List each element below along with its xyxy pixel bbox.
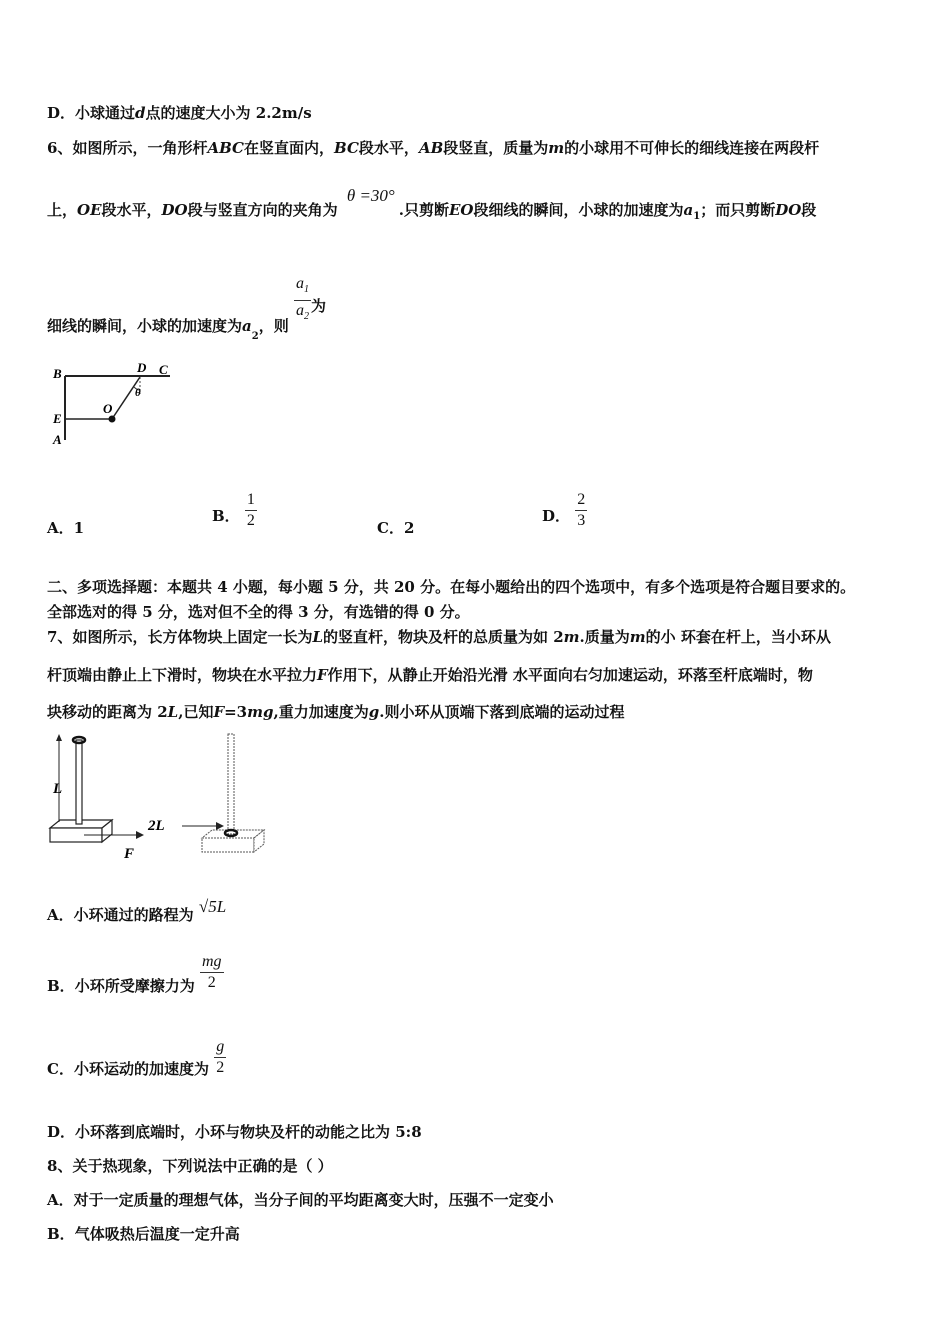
q8-option-b[interactable]: B．气体吸热后温度一定升高 [47, 1225, 240, 1243]
section2-heading-line1: 二、多项选择题：本题共 4 小题，每小题 5 分，共 20 分。在每小题给出的四个选项中，有多个选项是符合题目要求的。 [47, 578, 856, 596]
theta-equation: θ =30° [346, 186, 395, 205]
fraction-one-half: $\frac{1}{2}$ [246, 491, 255, 529]
ball-o [109, 416, 116, 423]
sqrt5-l: √5L [198, 897, 227, 916]
displacement-2l-arrow [216, 822, 224, 830]
fraction-mg-over-2: $\frac{mg}{2}$ [201, 953, 222, 991]
q6-option-b[interactable]: B． $\frac{1}{2}$ [212, 491, 255, 529]
q7-option-a[interactable]: A．小环通过的路程为 √5L [47, 897, 227, 924]
fraction-two-thirds: $\frac{2}{3}$ [577, 491, 586, 529]
q7-figure-block-rod [44, 730, 272, 866]
q8-stem: 8、关于热现象，下列说法中正确的是（ ） [47, 1157, 333, 1175]
block-right-front [202, 838, 254, 852]
label-2l: 2L [148, 818, 165, 834]
q6-stem-line3: 细线的瞬间，小球的加速度为$a_2$，则 $\frac{a_1}{a_2}$ 为 [47, 275, 326, 342]
label-f: F [124, 846, 135, 862]
label-c: C [159, 362, 168, 377]
dimension-l-arrow [56, 734, 62, 741]
ratio-a1-a2: $\frac{a_1}{a_2}$ [294, 274, 311, 327]
q7-option-b[interactable]: B．小环所受摩擦力为 $\frac{mg}{2}$ [47, 953, 222, 995]
fraction-g-over-2: $\frac{g}{2}$ [216, 1038, 225, 1076]
label-b: B [53, 366, 62, 381]
q7-option-d[interactable]: D．小环落到底端时，小环与物块及杆的动能之比为 5:8 [47, 1123, 422, 1141]
q7-stem-line2: 杆顶端由静止上下滑时，物块在水平拉力F作用下，从静止开始沿光滑 水平面向右匀加速运动，环落至杆底端时，物 [47, 666, 813, 684]
prev-option-d: D．小球通过d点的速度大小为 2.2m/s [47, 104, 312, 122]
q6-stem-line2: 上，OE段水平，DO段与竖直方向的夹角为 θ =30°.只剪断EO段细线的瞬间，小球的加速度为$a_1$；而只剪断DO段 [47, 186, 817, 222]
force-f-arrow [136, 831, 144, 839]
q7-stem-line3: 块移动的距离为 2L,已知F=3mg,重力加速度为g.则小环从顶端下落到底端的运动过程 [47, 703, 625, 721]
label-o: O [103, 401, 113, 416]
q6-figure-angle-rod [45, 360, 185, 452]
label-theta: θ [135, 387, 141, 399]
label-a: A [53, 432, 62, 447]
q8-option-a[interactable]: A．对于一定质量的理想气体，当分子间的平均距离变大时，压强不一定变小 [47, 1191, 554, 1209]
q7-stem-line1: 7、如图所示，长方体物块上固定一长为L的竖直杆，物块及杆的总质量为如 2m.质量为m的小 环套在杆上，当小环从 [47, 628, 831, 646]
rod-right [228, 734, 234, 834]
label-l: L [53, 781, 63, 797]
label-e: E [53, 411, 62, 426]
section2-heading-line2: 全部选对的得 5 分，选对但不全的得 3 分，有选错的得 0 分。 [47, 603, 470, 621]
q6-stem-line1: 6、如图所示，一角形杆ABC在竖直面内，BC段水平，AB段竖直，质量为m的小球用不可伸长的细线连接在两段杆 [47, 139, 820, 157]
q6-option-a[interactable]: A．1 [47, 519, 85, 537]
label-d: D [137, 360, 147, 375]
q6-option-d[interactable]: D． $\frac{2}{3}$ [542, 491, 586, 529]
q7-option-c[interactable]: C．小环运动的加速度为 $\frac{g}{2}$ [47, 1038, 225, 1078]
q6-option-c[interactable]: C．2 [377, 519, 415, 537]
rod-left [76, 740, 82, 824]
